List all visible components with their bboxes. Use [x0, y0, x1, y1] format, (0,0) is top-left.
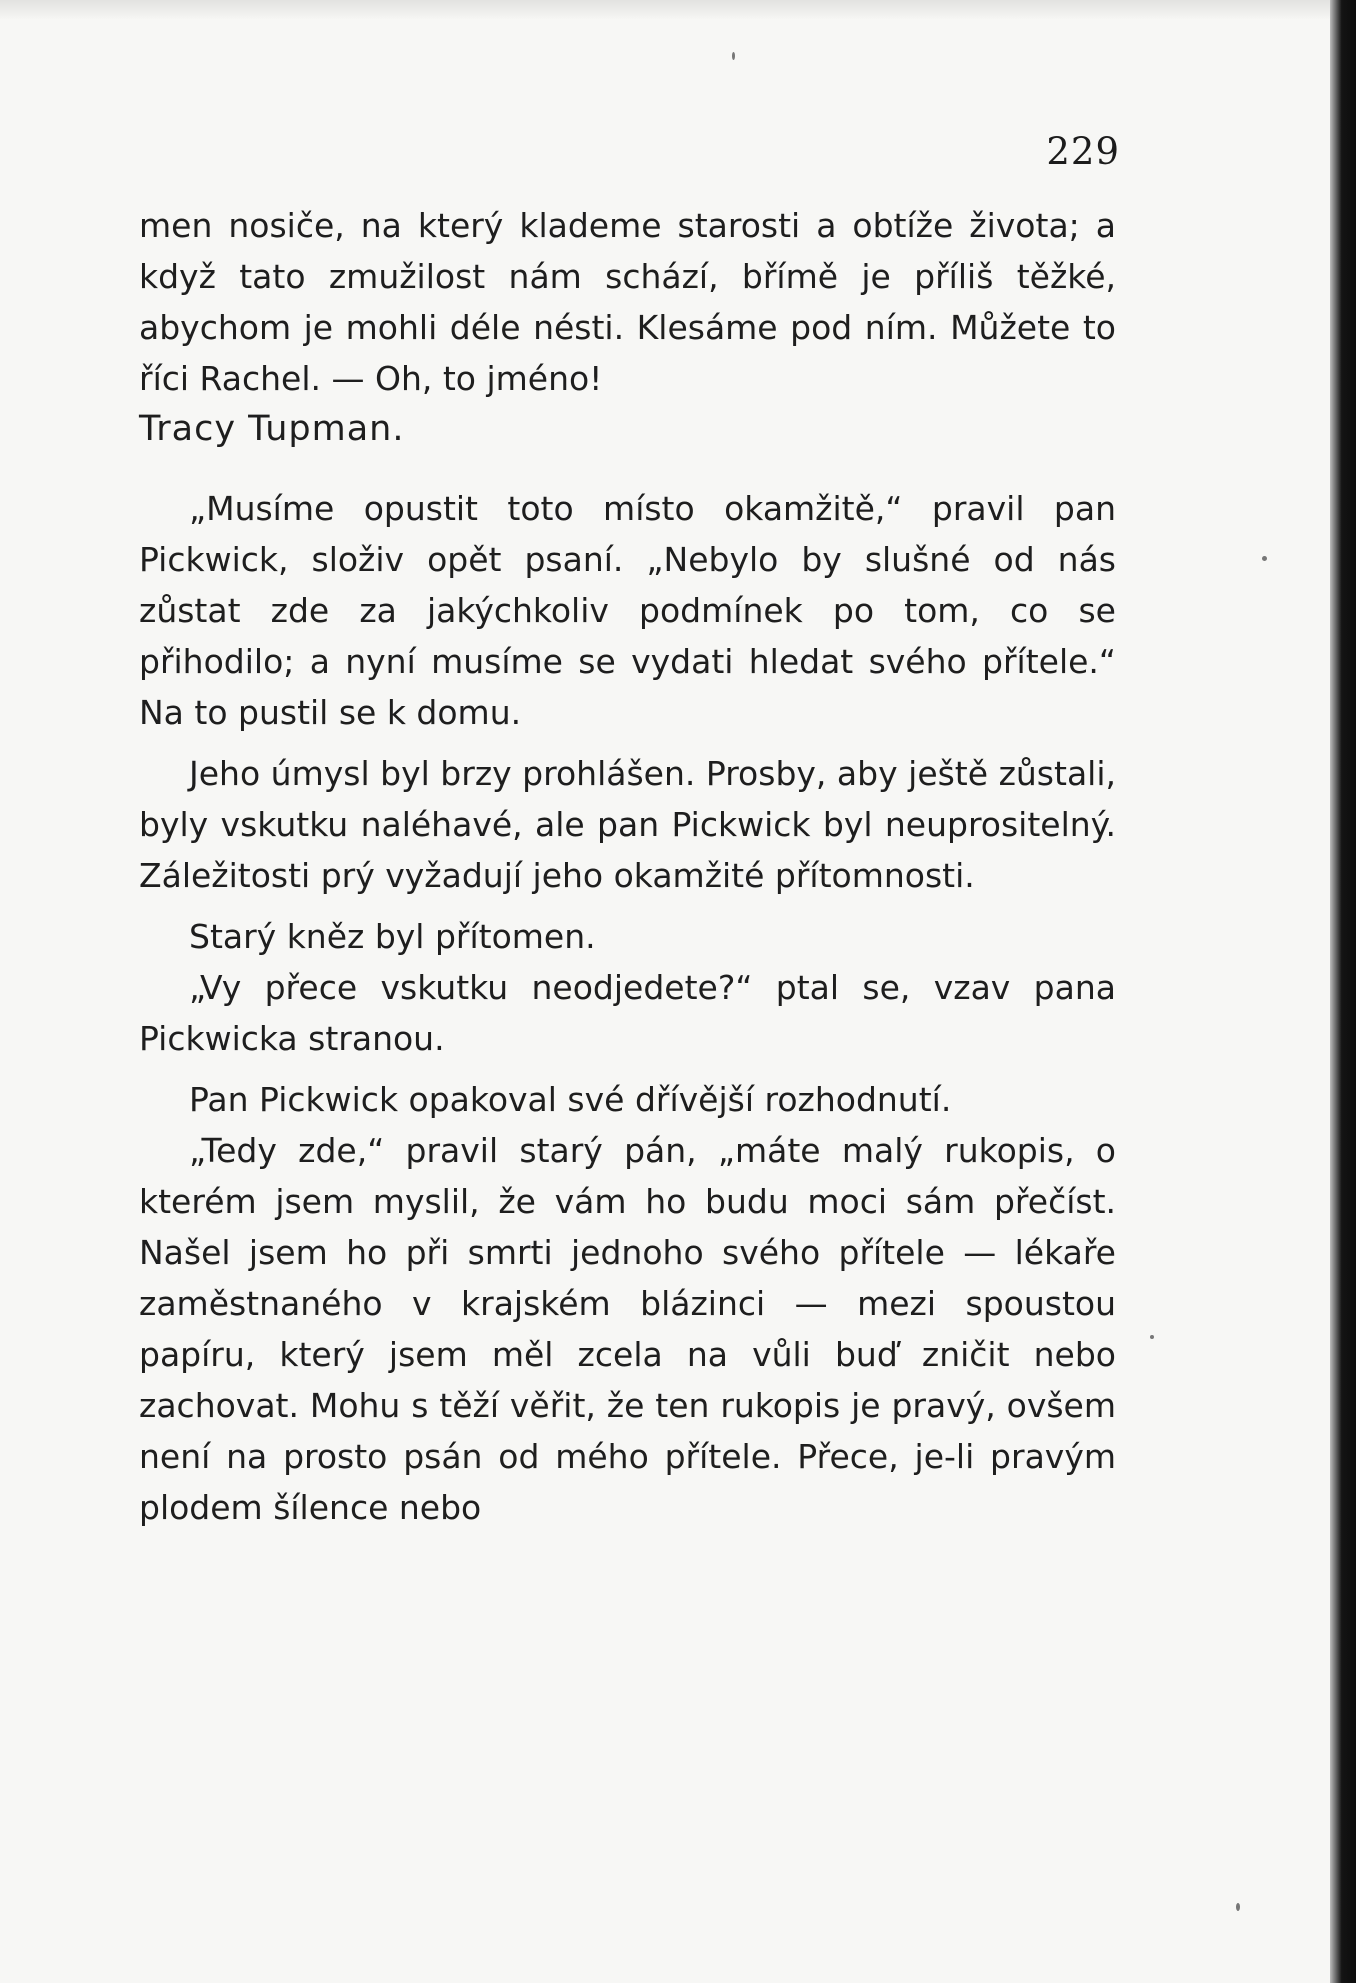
page-top-shadow: [0, 0, 1330, 20]
paragraph-3: Jeho úmysl byl brzy prohlášen. Prosby, aby ještě zůstali, byly vskutku naléhavé, ale pan Pickwick byl neuprositelný. Záležitosti prý vyžadují jeho okamžité přítomnosti.: [139, 754, 1116, 895]
paragraph-5: „Vy přece vskutku neodjedete?“ ptal se, vzav pana Pickwicka stranou.: [139, 968, 1116, 1058]
signature: Tracy Tupman.: [139, 409, 405, 449]
scan-speck: [1262, 556, 1267, 561]
scan-speck: [732, 52, 735, 60]
scan-speck: [1150, 1335, 1154, 1339]
paragraph-4: Starý kněz byl přítomen.: [189, 917, 596, 956]
page-number: 229: [1046, 130, 1120, 173]
paragraph-7: „Tedy zde,“ pravil starý pán, „máte malý rukopis, o kterém jsem myslil, že vám ho budu moci sám přečíst. Našel jsem ho při smrti jednoho svého přítele — lékaře zaměstnaného v krajském blázinci — mezi spoustou papíru, který jsem měl zcela na vůli buď zničit nebo zachovat. Mohu s těží věřit, že ten rukopis je pravý, ovšem není na prosto psán od mého přítele. Přece, je-li pravým plodem šílence nebo: [139, 1131, 1116, 1527]
body-text: [139, 200, 1116, 1533]
paragraph-1: men nosiče, na který klademe starosti a obtíže života; a když tato zmužilost nám schází, břímě je příliš těžké, abychom je mohli déle nésti. Klesáme pod ním. Můžete to říci Rachel. — Oh, to jméno!: [139, 206, 1116, 398]
paragraph-6: Pan Pickwick opakoval své dřívější rozhodnutí.: [189, 1080, 952, 1119]
page-right-edge: [1330, 0, 1356, 1983]
paragraph-2: „Musíme opustit toto místo okamžitě,“ pravil pan Pickwick, složiv opět psaní. „Nebylo by slušné od nás zůstat zde za jakýchkoliv podmínek po tom, co se přihodilo; a nyní musíme se vydati hledat svého přítele.“ Na to pustil se k domu.: [139, 489, 1116, 732]
scan-speck: [1236, 1903, 1240, 1911]
